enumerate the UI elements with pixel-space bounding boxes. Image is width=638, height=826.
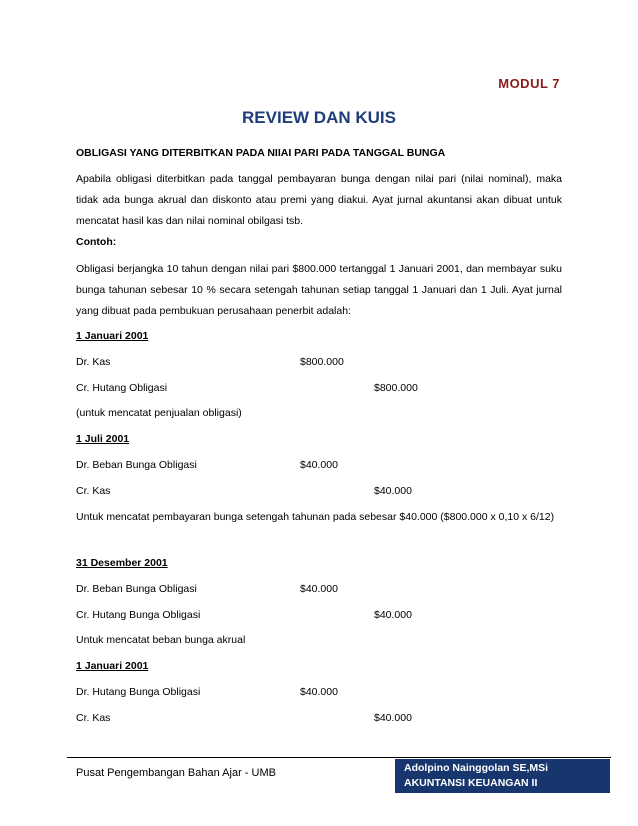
journal-note: (untuk mencatat penjualan obligasi) (76, 407, 242, 419)
journal-date: 1 Januari 2001 (76, 330, 149, 342)
example-paragraph: Obligasi berjangka 10 tahun dengan nilai pari $800.000 tertanggal 1 Januari 2001, dan membayar suku bunga tahunan sebesar 10 % secara setengah tahunan setiap tanggal 1 Januari dan 1 Juli. Ayat jurnal yang dibuat pada pembukuan perusahaan penerbit adalah: (76, 263, 562, 317)
journal-date: 31 Desember 2001 (76, 557, 168, 569)
credit-account: Cr. Hutang Obligasi (76, 382, 168, 394)
page-title: REVIEW DAN KUIS (242, 108, 396, 127)
journal-date: 1 Januari 2001 (76, 660, 149, 672)
credit-account: Cr. Kas (76, 485, 111, 497)
debit-account: Dr. Kas (76, 356, 111, 368)
credit-account: Cr. Kas (76, 712, 111, 724)
debit-amount: $40.000 (300, 459, 338, 471)
credit-account: Cr. Hutang Bunga Obligasi (76, 609, 201, 621)
journal-note: Untuk mencatat pembayaran bunga setengah tahunan pada sebesar $40.000 ($800.000 x 0,10 x 6/12) (76, 511, 555, 523)
debit-amount: $40.000 (300, 583, 338, 595)
debit-account: Dr. Beban Bunga Obligasi (76, 583, 197, 595)
footer-divider (67, 757, 611, 758)
module-label: MODUL 7 (498, 76, 560, 91)
journal-note: Untuk mencatat beban bunga akrual (76, 634, 246, 646)
footer-publisher: Pusat Pengembangan Bahan Ajar - UMB (76, 767, 276, 779)
footer-course: AKUNTANSI KEUANGAN II (404, 777, 538, 789)
journal-date: 1 Juli 2001 (76, 433, 130, 445)
footer-author-box (395, 759, 610, 793)
credit-amount: $40.000 (374, 485, 412, 497)
section-heading: OBLIGASI YANG DITERBITKAN PADA NIIAI PARI PADA TANGGAL BUNGA (76, 147, 446, 159)
debit-amount: $800.000 (300, 356, 344, 368)
credit-amount: $800.000 (374, 382, 418, 394)
credit-amount: $40.000 (374, 712, 412, 724)
credit-amount: $40.000 (374, 609, 412, 621)
footer-author: Adolpino Nainggolan SE,MSi (404, 762, 549, 774)
debit-account: Dr. Hutang Bunga Obligasi (76, 686, 201, 698)
debit-amount: $40.000 (300, 686, 338, 698)
debit-account: Dr. Beban Bunga Obligasi (76, 459, 197, 471)
contoh-label: Contoh: (76, 236, 117, 248)
intro-paragraph: Apabila obligasi diterbitkan pada tanggal pembayaran bunga dengan nilai pari (nilai nominal), maka tidak ada bunga akrual dan diskonto atau premi yang diakui. Ayat jurnal akuntansi akan dibuat untuk mencatat hasil kas dan nilai nominal obilgasi tsb. (76, 173, 562, 227)
